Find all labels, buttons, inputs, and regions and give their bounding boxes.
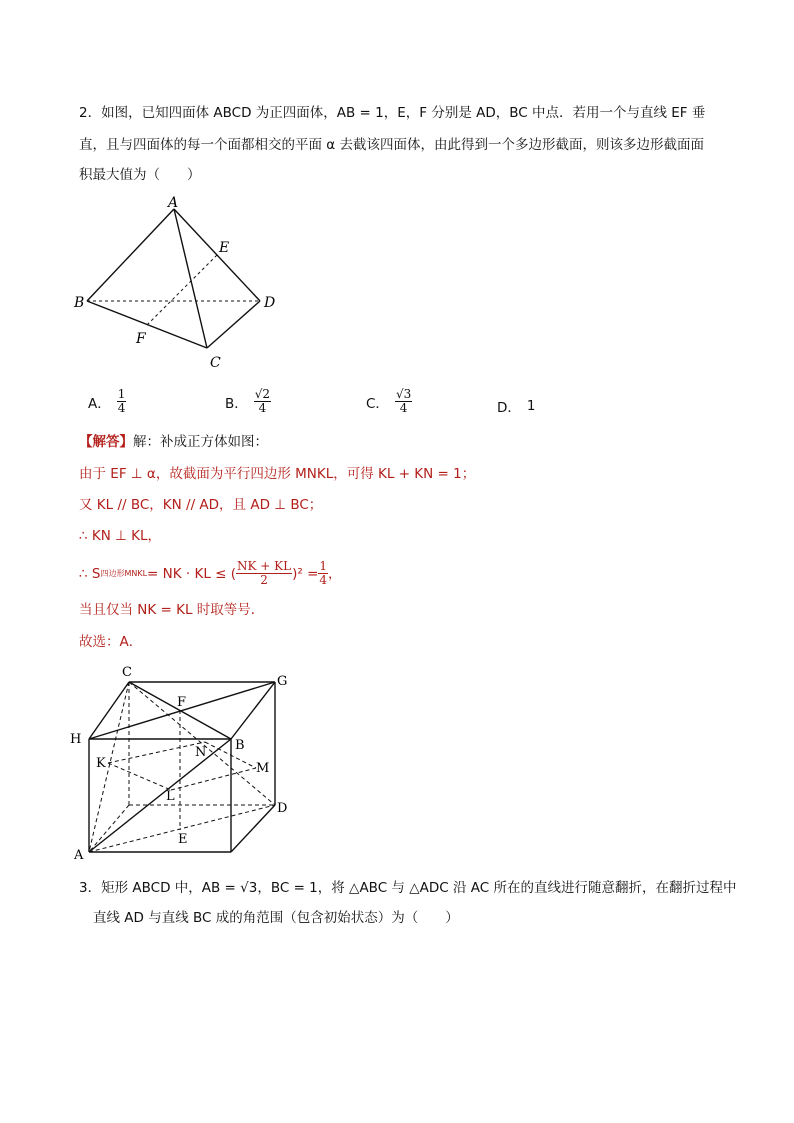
option-d: D． 1 [497,398,536,416]
label-C: C [210,355,221,371]
solution-step-4: ∴ S 四边形MNKL = NK · KL ≤ ( $\frac{NK + KL}{2}$ )² = $\frac{1}{4}$ ， [79,559,342,587]
cube-label-E: E [178,832,188,847]
label-A: A [168,195,179,211]
cube-label-F: F [177,695,187,710]
q2-line-2: 直，且与四面体的每一个面都相交的平面 α 去截该四面体，由此得到一个多边形截面，则该多边形截面面 [79,137,704,153]
label-B: B [74,295,85,311]
cube-label-G: G [277,674,288,689]
option-c: C． $\frac{√3}{4}$ [366,387,412,415]
solution-step-2: 又 KL // BC，KN // AD，且 AD ⊥ BC； [79,497,323,513]
option-a-fraction: $\frac{1}{4}$ [117,387,126,415]
solution-intro-line [79,432,268,452]
cube-label-H: H [70,732,82,747]
q3-line-1: 3．矩形 ABCD 中，AB = √3，BC = 1，将 △ABC 与 △ADC 沿 AC 所在的直线进行随意翻折，在翻折过程中 [79,880,737,896]
label-F: F [136,331,146,347]
cube-label-D: D [277,801,288,816]
cube-label-K: K [96,756,106,771]
cube-label-M: M [256,761,270,776]
option-b: B． $\frac{√2}{4}$ [225,387,271,415]
solution-tag: 【解答】 [79,434,133,450]
option-b-fraction: $\frac{√2}{4}$ [254,387,271,415]
label-E: E [219,240,230,256]
cube-label-C: C [122,665,132,680]
label-D: D [264,295,276,311]
solution-step-1: 由于 EF ⊥ α，故截面为平行四边形 MNKL，可得 KL + KN = 1； [79,466,476,482]
solution-answer: 故选：A． [79,634,143,650]
tetrahedron-figure [70,195,290,375]
cube-label-N: N [195,745,207,760]
cube-label-A: A [74,848,84,863]
cube-label-B: B [235,738,245,753]
q2-line-1: 2．如图，已知四面体 ABCD 为正四面体，AB = 1，E，F 分别是 AD，BC 中点．若用一个与直线 EF 垂 [79,105,706,121]
solution-step-3: ∴ KN ⊥ KL， [79,528,162,544]
option-c-fraction: $\frac{√3}{4}$ [395,387,412,415]
q3-line-2: 直线 AD 与直线 BC 成的角范围（包含初始状态）为（ ） [93,910,459,926]
option-a: A． $\frac{1}{4}$ [88,387,126,415]
q2-line-3: 积最大值为（ ） [79,167,201,183]
cube-figure [70,660,310,865]
solution-step-5: 当且仅当 NK = KL 时取等号． [79,602,265,618]
cube-label-L: L [166,789,175,804]
solution-intro: 解：补成正方体如图： [133,434,268,450]
